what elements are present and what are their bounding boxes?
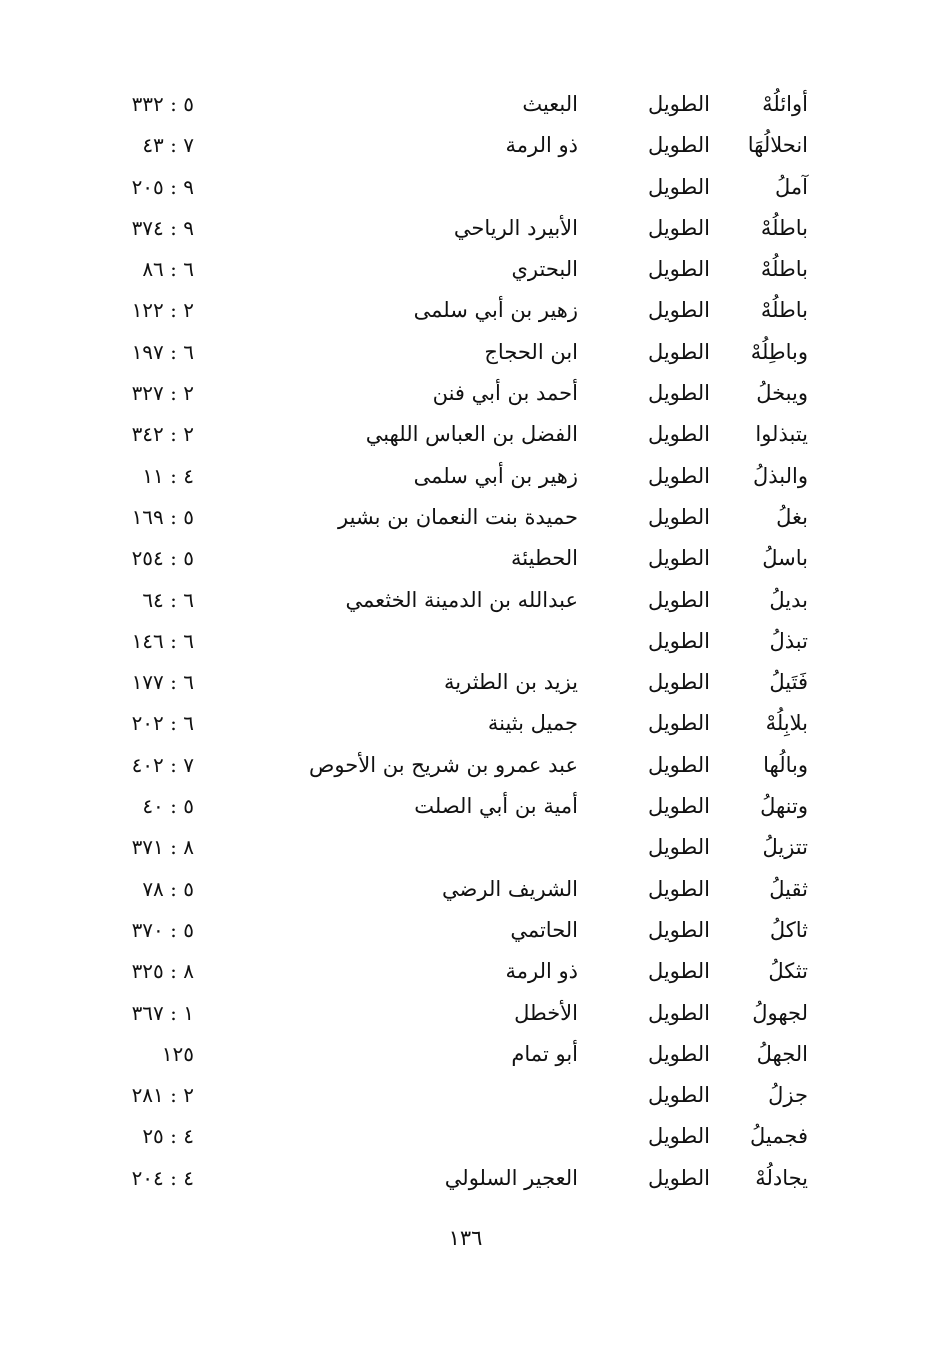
poet-cell: البحتري bbox=[511, 257, 578, 282]
poet-cell: جميل بثينة bbox=[487, 711, 578, 736]
meter-cell: الطويل bbox=[647, 257, 710, 282]
reference-cell: ١ : ٣٦٧ bbox=[131, 1000, 194, 1025]
meter-cell: الطويل bbox=[647, 133, 710, 158]
meter-cell: الطويل bbox=[647, 92, 710, 116]
table-row bbox=[80, 412, 820, 453]
poet-cell: البعيث bbox=[522, 92, 578, 116]
poet-cell: الأبيرد الرياحي bbox=[453, 215, 578, 240]
reference-cell: ٢ : ٢٨١ bbox=[131, 1083, 194, 1108]
table-row bbox=[80, 1032, 820, 1073]
table-row bbox=[80, 701, 820, 742]
rhyme-cell: يجادلُهْ bbox=[755, 1165, 808, 1190]
poet-cell: يزيد بن الطثرية bbox=[444, 670, 578, 695]
table-row bbox=[80, 495, 820, 536]
page-number: ١٣٦ bbox=[448, 1226, 483, 1250]
rhyme-cell: ثاكلُ bbox=[769, 917, 808, 942]
reference-cell: ٨ : ٣٧١ bbox=[131, 835, 194, 860]
rhyme-cell: آملُ bbox=[775, 174, 808, 199]
table-row bbox=[80, 908, 820, 949]
table-row bbox=[80, 867, 820, 908]
table-row bbox=[80, 1114, 820, 1155]
reference-cell: ٤ : ١١ bbox=[142, 463, 194, 488]
poet-cell: الحاتمي bbox=[510, 917, 578, 942]
meter-cell: الطويل bbox=[647, 339, 710, 364]
reference-cell: ٥ : ١٦٩ bbox=[131, 504, 194, 529]
reference-cell: ٥ : ٧٨ bbox=[142, 876, 194, 901]
rhyme-cell: وباطِلُهْ bbox=[750, 339, 808, 364]
meter-cell: الطويل bbox=[647, 959, 710, 984]
reference-cell: ٦ : ٨٦ bbox=[142, 257, 194, 282]
poet-cell: ابن الحجاج bbox=[484, 339, 578, 364]
rhyme-cell: وتنهلُ bbox=[760, 794, 808, 819]
poet-cell: عبد عمرو بن شريح بن الأحوص bbox=[309, 752, 578, 777]
rhyme-cell: بديلُ bbox=[769, 587, 808, 612]
index-table bbox=[80, 82, 820, 1197]
table-row bbox=[80, 123, 820, 164]
poet-cell: ذو الرمة bbox=[505, 133, 578, 158]
table-row bbox=[80, 825, 820, 866]
table-row bbox=[80, 1073, 820, 1114]
rhyme-cell: باطلُهْ bbox=[760, 215, 808, 240]
reference-cell: ٩ : ٣٧٤ bbox=[131, 215, 194, 240]
poet-cell: أحمد بن أبي فنن bbox=[432, 381, 578, 406]
reference-cell: ٨ : ٣٢٥ bbox=[131, 959, 194, 984]
rhyme-cell: باطلُهْ bbox=[760, 257, 808, 282]
meter-cell: الطويل bbox=[647, 422, 710, 447]
rhyme-cell: لجهولُ bbox=[752, 1000, 808, 1025]
meter-cell: الطويل bbox=[647, 504, 710, 529]
meter-cell: الطويل bbox=[647, 752, 710, 777]
table-row bbox=[80, 743, 820, 784]
reference-cell: ٥ : ٣٣٢ bbox=[131, 92, 194, 116]
meter-cell: الطويل bbox=[647, 1000, 710, 1025]
poet-cell: الأخطل bbox=[514, 1000, 578, 1025]
table-row bbox=[80, 330, 820, 371]
poet-cell: الفضل بن العباس اللهبي bbox=[365, 422, 578, 447]
reference-cell: ٧ : ٤٣ bbox=[142, 133, 194, 158]
poet-cell: الشريف الرضي bbox=[442, 876, 578, 901]
rhyme-cell: انحلالُهَا bbox=[747, 133, 808, 158]
table-row bbox=[80, 578, 820, 619]
reference-cell: ٥ : ٤٠ bbox=[142, 794, 194, 819]
reference-cell: ٤ : ٢٥ bbox=[142, 1124, 194, 1149]
table-row bbox=[80, 288, 820, 329]
rhyme-cell: تتزيلُ bbox=[762, 835, 808, 860]
meter-cell: الطويل bbox=[647, 917, 710, 942]
meter-cell: الطويل bbox=[647, 1124, 710, 1149]
reference-cell: ١٢٥ bbox=[161, 1041, 194, 1066]
rhyme-cell: الجهلُ bbox=[756, 1041, 808, 1066]
poet-cell: حميدة بنت النعمان بن بشير bbox=[338, 504, 578, 529]
meter-cell: الطويل bbox=[647, 1083, 710, 1108]
table-row bbox=[80, 660, 820, 701]
table-row bbox=[80, 1156, 820, 1197]
poet-cell: الحطيئة bbox=[511, 546, 578, 571]
reference-cell: ٥ : ٢٥٤ bbox=[131, 546, 194, 571]
reference-cell: ٦ : ١٩٧ bbox=[131, 339, 194, 364]
table-row bbox=[80, 206, 820, 247]
table-row bbox=[80, 991, 820, 1032]
rhyme-cell: ثقيلُ bbox=[769, 876, 808, 901]
table-row bbox=[80, 949, 820, 990]
rhyme-cell: جزلُ bbox=[768, 1083, 808, 1108]
meter-cell: الطويل bbox=[647, 298, 710, 323]
meter-cell: الطويل bbox=[647, 463, 710, 488]
poet-cell: زهير بن أبي سلمى bbox=[413, 298, 578, 323]
reference-cell: ٦ : ٦٤ bbox=[142, 587, 194, 612]
rhyme-cell: باطلُهْ bbox=[760, 298, 808, 323]
meter-cell: الطويل bbox=[647, 215, 710, 240]
table-row bbox=[80, 247, 820, 288]
poet-cell: أبو تمام bbox=[511, 1041, 578, 1066]
reference-cell: ٦ : ٢٠٢ bbox=[131, 711, 194, 736]
meter-cell: الطويل bbox=[647, 628, 710, 653]
table-row bbox=[80, 784, 820, 825]
table-row bbox=[80, 536, 820, 577]
reference-cell: ٩ : ٢٠٥ bbox=[131, 174, 194, 199]
reference-cell: ٥ : ٣٧٠ bbox=[131, 917, 194, 942]
rhyme-cell: يتبذلوا bbox=[755, 422, 808, 447]
table-row bbox=[80, 371, 820, 412]
meter-cell: الطويل bbox=[647, 711, 710, 736]
meter-cell: الطويل bbox=[647, 174, 710, 199]
rhyme-cell: أوائلُهْ bbox=[762, 92, 808, 116]
table-row bbox=[80, 82, 820, 123]
reference-cell: ٧ : ٤٠٢ bbox=[131, 752, 194, 777]
meter-cell: الطويل bbox=[647, 587, 710, 612]
meter-cell: الطويل bbox=[647, 670, 710, 695]
reference-cell: ٢ : ٣٢٧ bbox=[131, 381, 194, 406]
table-row bbox=[80, 454, 820, 495]
reference-cell: ٢ : ١٢٢ bbox=[131, 298, 194, 323]
rhyme-cell: تثكلُ bbox=[768, 959, 808, 984]
meter-cell: الطويل bbox=[647, 1165, 710, 1190]
rhyme-cell: فجميلُ bbox=[750, 1124, 808, 1149]
meter-cell: الطويل bbox=[647, 1041, 710, 1066]
reference-cell: ٤ : ٢٠٤ bbox=[131, 1165, 194, 1190]
rhyme-cell: بلابِلُهْ bbox=[765, 711, 808, 736]
rhyme-cell: تبذلُ bbox=[769, 628, 808, 653]
rhyme-cell: بغلُ bbox=[776, 504, 808, 529]
meter-cell: الطويل bbox=[647, 381, 710, 406]
poet-cell: العجير السلولي bbox=[444, 1165, 578, 1190]
poet-cell: أمية بن أبي الصلت bbox=[414, 794, 578, 819]
table-row bbox=[80, 165, 820, 206]
reference-cell: ٦ : ١٧٧ bbox=[131, 670, 194, 695]
meter-cell: الطويل bbox=[647, 546, 710, 571]
meter-cell: الطويل bbox=[647, 794, 710, 819]
rhyme-cell: ويبخلُ bbox=[756, 381, 808, 406]
rhyme-cell: والبذلُ bbox=[753, 463, 808, 488]
rhyme-cell: فَتَيلُ bbox=[769, 670, 808, 695]
poet-cell: ذو الرمة bbox=[505, 959, 578, 984]
poet-cell: زهير بن أبي سلمى bbox=[413, 463, 578, 488]
reference-cell: ٦ : ١٤٦ bbox=[131, 628, 194, 653]
meter-cell: الطويل bbox=[647, 876, 710, 901]
table-row bbox=[80, 619, 820, 660]
reference-cell: ٢ : ٣٤٢ bbox=[131, 422, 194, 447]
rhyme-cell: باسلُ bbox=[762, 546, 808, 571]
meter-cell: الطويل bbox=[647, 835, 710, 860]
rhyme-cell: وبالُها bbox=[763, 752, 808, 777]
poet-cell: عبدالله بن الدمينة الخثعمي bbox=[345, 587, 578, 612]
